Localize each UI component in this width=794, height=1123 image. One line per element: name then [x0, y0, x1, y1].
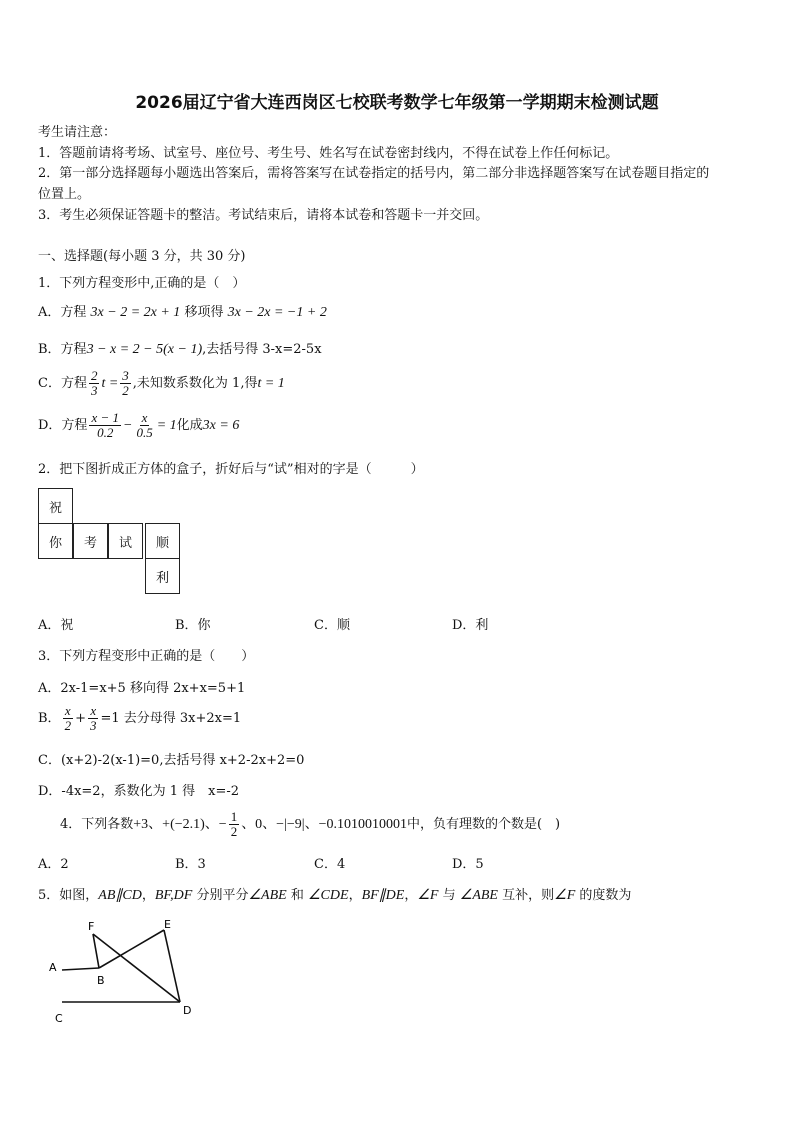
q1-c-prefix: C．方程	[38, 376, 87, 391]
q5-s6: 与	[442, 888, 456, 903]
q1-stem: 1．下列方程变形中,正确的是（ ）	[38, 276, 246, 291]
label-a: A	[49, 961, 57, 974]
q1-c-f2-den: 2	[122, 383, 129, 398]
q5-math3: ∠ABE	[248, 888, 287, 903]
line-ab	[62, 968, 99, 970]
q1-d-mid: 化成	[176, 418, 203, 433]
net-cell-shi: 试	[108, 523, 143, 559]
q5-math5: BF∥DE	[361, 888, 405, 903]
q4-option-b: B．3	[175, 857, 206, 872]
q1-d-eq: = 1	[156, 418, 177, 433]
q3-b-prefix: B．	[38, 711, 61, 726]
q1-c-f2-num: 3	[122, 368, 129, 383]
q1-c-f1-den: 3	[90, 383, 98, 398]
q1-d-math: 3x = 6	[202, 418, 240, 433]
label-c: C	[55, 1012, 63, 1025]
notice-item-2-cont: 位置上。	[38, 187, 91, 202]
q1-d-frac2	[134, 411, 154, 440]
net-cell-zhu: 祝	[38, 488, 73, 524]
q1-c-f1-num: 2	[90, 368, 98, 383]
q4-frac	[229, 810, 240, 839]
q4-frac-den: 2	[230, 824, 238, 839]
net-cell-kao: 考	[73, 523, 108, 559]
q3-b-f2-den: 3	[89, 718, 97, 733]
q5-math8: ∠F	[554, 888, 576, 903]
q3-option-b	[38, 704, 241, 733]
q1-d-minus: −	[122, 418, 133, 433]
q3-b-frac1	[63, 704, 74, 733]
q2-option-b: B．你	[175, 618, 211, 633]
q1-d-f2-den: 0.5	[136, 425, 153, 440]
q4-frac-num: 1	[230, 809, 238, 824]
q5-math4: ∠CDE	[308, 888, 349, 903]
q3-b-suffix: =1 去分母得 3x+2x=1	[100, 711, 242, 726]
q1-b-prefix: B．方程	[38, 342, 87, 357]
q5-s4: ，	[348, 888, 362, 903]
q5-s8: 的度数为	[579, 888, 632, 903]
q1-a-mid: 移项得	[184, 305, 224, 320]
net-cell-ni: 你	[38, 523, 73, 559]
q5-figure	[40, 912, 210, 1032]
q5-stem	[38, 884, 631, 904]
q1-option-b	[38, 338, 322, 358]
q4-stem-prefix: 4．下列各数	[60, 817, 134, 832]
q2-option-d: D．利	[452, 618, 489, 633]
q4-option-d: D．5	[452, 857, 484, 872]
q1-d-f1-den: 0.2	[97, 425, 114, 440]
q1-b-math: 3 − x = 2 − 5(x − 1)	[86, 342, 203, 357]
q1-d-prefix: D．方程	[38, 418, 88, 433]
q1-option-d	[38, 411, 239, 440]
q5-s3: 和	[290, 888, 304, 903]
section-heading: 一、选择题(每小题 3 分，共 30 分)	[38, 249, 246, 264]
q1-c-t: t =	[101, 376, 119, 391]
q5-s2: 分别平分	[196, 888, 249, 903]
line-bf	[93, 934, 99, 968]
q4-stem	[60, 810, 560, 839]
label-f: F	[88, 920, 95, 933]
q5-math6: ∠F	[417, 888, 439, 903]
q5-math2: BF,DF	[154, 888, 193, 903]
q1-c-suffix: ,未知数系数化为 1,得	[132, 376, 258, 391]
q2-option-c: C．顺	[314, 618, 350, 633]
q4-nums: +3、+(−2.1)、−	[133, 817, 227, 832]
q1-c-frac2	[120, 369, 131, 398]
notice-item-2: 2．第一部分选择题每小题选出答案后，需将答案写在试卷指定的括号内，第二部分非选择题答案写在试卷题目指定的	[38, 166, 710, 181]
q5-stem-prefix: 5．如图，	[38, 888, 99, 903]
q5-s7: 互补，则	[502, 888, 555, 903]
q1-d-f2-num: x	[141, 410, 148, 425]
line-be	[99, 930, 164, 968]
q3-b-f2-num: x	[90, 703, 97, 718]
q1-option-c	[38, 369, 285, 398]
q3-b-plus: +	[75, 711, 86, 726]
q5-math7: ∠ABE	[459, 888, 498, 903]
net-cell-shun: 顺	[145, 523, 180, 559]
q1-a-math1: 3x − 2 = 2x + 1	[90, 305, 181, 320]
q3-stem: 3．下列方程变形中正确的是（ ）	[38, 649, 255, 664]
q1-b-suffix: ,去括号得 3-x=2-5x	[202, 342, 322, 357]
q4-stem-suffix: 中，负有理数的个数是( )	[406, 817, 561, 832]
q1-c-frac1	[89, 369, 100, 398]
q3-b-frac2	[88, 704, 99, 733]
notice-item-3: 3．考生必须保证答题卡的整洁。考试结束后，请将本试卷和答题卡一并交回。	[38, 208, 489, 223]
q5-s1: ，	[141, 888, 155, 903]
notice-item-1: 1．答题前请将考场、试室号、座位号、考生号、姓名写在试卷密封线内，不得在试卷上作任何标记。	[38, 146, 619, 161]
q2-stem: 2．把下图折成正方体的盒子，折好后与“试”相对的字是（ ）	[38, 462, 424, 477]
q5-math1: AB∥CD	[98, 888, 142, 903]
q4-option-c: C．4	[314, 857, 346, 872]
q1-a-prefix: A．方程	[38, 305, 87, 320]
q3-b-f1-num: x	[64, 703, 71, 718]
q1-c-math: t = 1	[257, 376, 285, 391]
q4-nums2: 、0、−|−9|、−0.1010010001	[241, 817, 407, 832]
q3-b-f1-den: 2	[64, 718, 72, 733]
notice-heading: 考生请注意：	[38, 125, 117, 140]
net-cell-li: 利	[145, 558, 180, 594]
q1-d-frac1	[89, 411, 121, 440]
q3-option-a: A．2x-1=x+5 移向得 2x+x=5+1	[38, 681, 246, 696]
q5-s5: ，	[404, 888, 418, 903]
q3-option-c: C．(x+2)-2(x-1)=0,去括号得 x+2-2x+2=0	[38, 753, 305, 768]
label-b: B	[97, 974, 105, 987]
q1-d-f1-num: x − 1	[91, 410, 119, 425]
label-d: D	[183, 1004, 192, 1017]
q2-option-a: A．祝	[38, 618, 74, 633]
label-e: E	[164, 918, 171, 931]
q1-option-a	[38, 301, 327, 321]
q4-option-a: A．2	[38, 857, 69, 872]
q1-a-math2: 3x − 2x = −1 + 2	[227, 305, 327, 320]
q3-option-d: D．-4x=2，系数化为 1 得 x=-2	[38, 784, 240, 799]
page-title: 2026届辽宁省大连西岗区七校联考数学七年级第一学期期末检测试题	[135, 93, 659, 113]
